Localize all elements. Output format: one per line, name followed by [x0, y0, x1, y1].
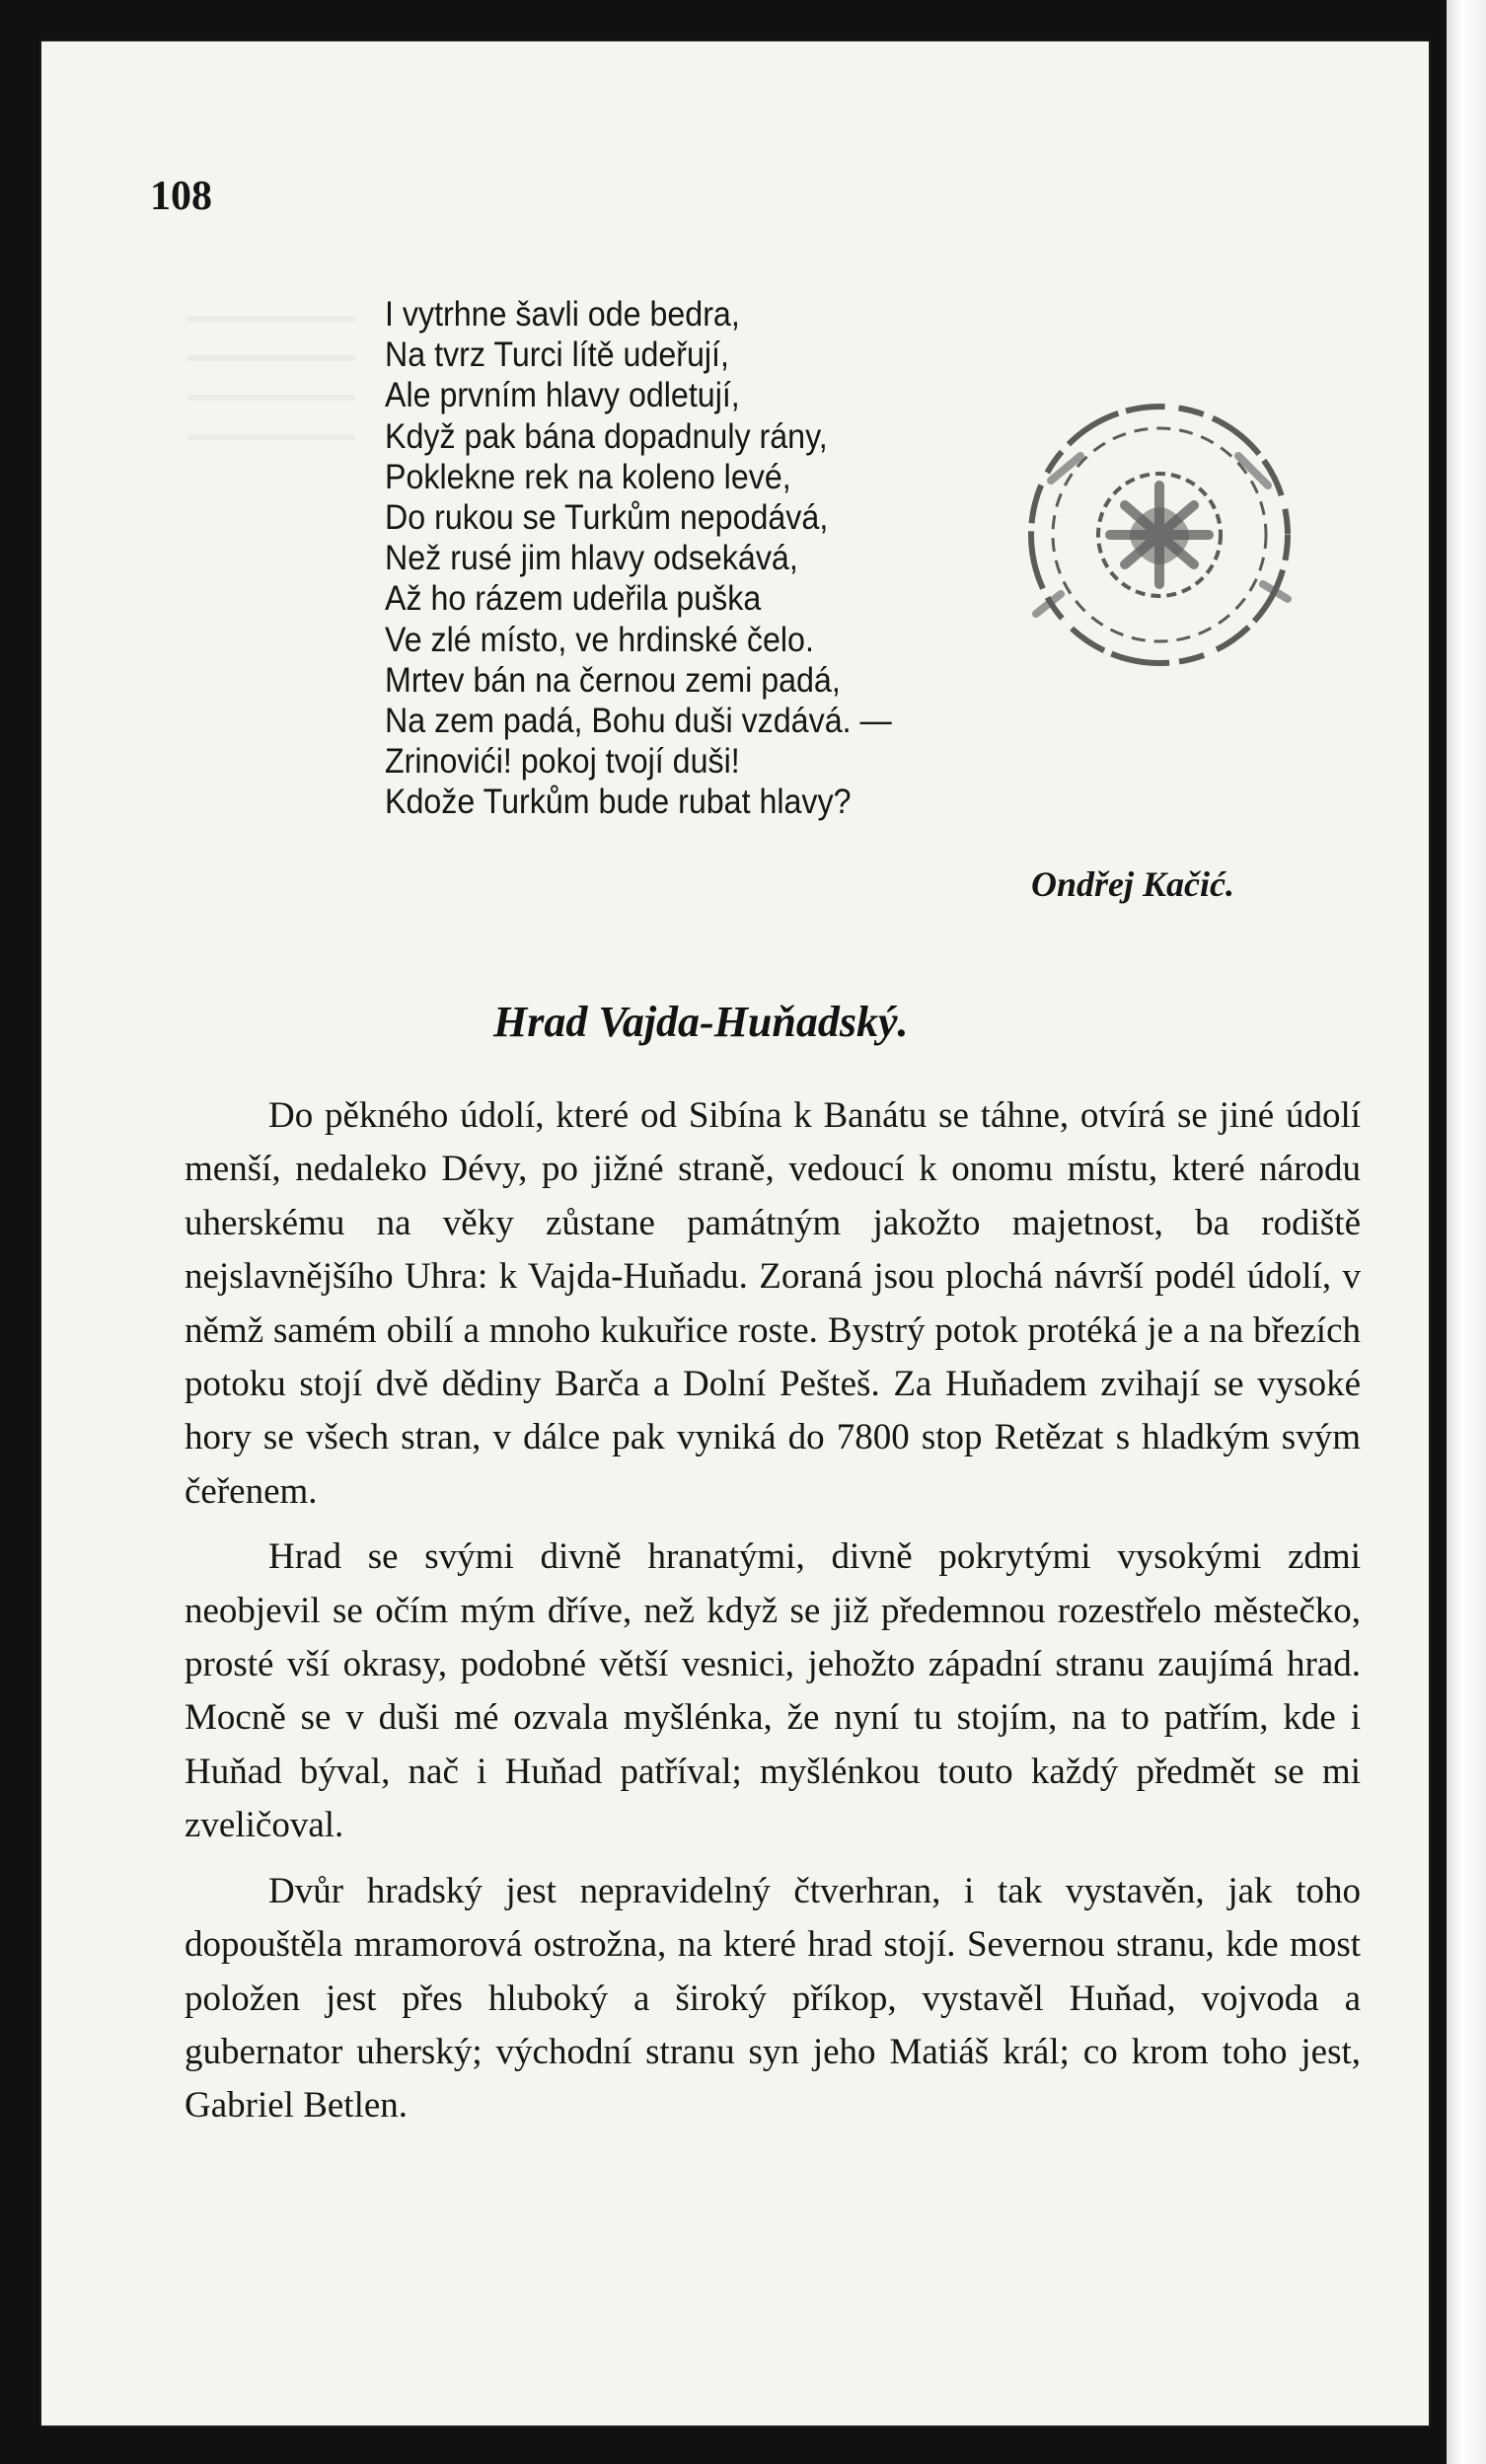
library-stamp-icon	[992, 387, 1307, 683]
poem	[385, 294, 1020, 823]
page-number: 108	[150, 174, 212, 219]
poem-line: Na zem padá, Bohu duši vzdává. —	[385, 702, 892, 741]
poem-line: Ve zlé místo, ve hrdinské čelo.	[385, 620, 814, 659]
poem-line: I vytrhne šavli ode bedra,	[385, 295, 740, 334]
poem-line: Ale prvním hlavy odletují,	[385, 376, 740, 415]
section-title: Hrad Vajda-Huňadský.	[493, 998, 909, 1046]
poem-line: Zrinovići! pokoj tvojí duši!	[385, 742, 740, 782]
paragraph: Hrad se svými divně hranatými, divně pokrytými vysokými zdmi neobjevil se očím mým dříve, než když se již předemnou rozestřelo městečko, prosté vší okrasy, podobné větší vesnici, jehožto západní stranu zaujímá hrad. Mocně se v duši mé ozvala myšlénka, že nyní tu stojím, na to patřím, kde i Huňad býval, nač i Huňad patříval; myšlénkou touto každý předmět se mi zveličoval.	[185, 1536, 1361, 1846]
bleed-through-shading	[187, 316, 355, 464]
paragraph: Dvůr hradský jest nepravidelný čtverhran, i tak vystavěn, jak toho dopouštěla mramorová ostrožna, na které hrad stojí. Severnou stranu, kde most položen jest přes hluboký a široký příkop, vystavěl Huňad, vojvoda a gubernator uherský; východní stranu syn jeho Matiáš král; co krom toho jest, Gabriel Betlen.	[185, 1870, 1361, 2127]
poem-line: Poklekne rek na koleno levé,	[385, 457, 791, 496]
paragraph: Do pěkného údolí, které od Sibína k Banátu se táhne, otvírá se jiné údolí menší, nedaleko Dévy, po jižné straně, vedoucí k onomu místu, které národu uherskému na věky zůstane památným jakožto majetnost, ba rodiště nejslavnějšího Uhra: k Vajda-Huňadu. Zoraná jsou plochá návrší podél údolí, v němž samém obilí a mnoho kukuřice roste. Bystrý potok protéká je a na březích potoku stojí dvě dědiny Barča a Dolní Pešteš. Za Huňadem zvihají se vysoké hory se všech stran, v dálce pak vyniká do 7800 stop Retězat s hladkým svým čeřenem.	[185, 1095, 1361, 1512]
poem-line: Mrtev bán na černou zemi padá,	[385, 660, 841, 700]
poem-attribution: Ondřej Kačić.	[1031, 864, 1234, 904]
poem-line: Na tvrz Turci lítě udeřují,	[385, 336, 729, 375]
poem-line: Než rusé jim hlavy odsekává,	[385, 539, 798, 578]
body-text	[185, 1089, 1361, 2145]
page-spine-edge	[1447, 0, 1486, 2464]
poem-line: Když pak bána dopadnuly rány,	[385, 416, 828, 456]
poem-line: Kdože Turkům bude rubat hlavy?	[385, 783, 852, 822]
poem-line: Až ho rázem udeřila puška	[385, 579, 762, 619]
poem-line: Do rukou se Turkům nepodává,	[385, 498, 829, 538]
